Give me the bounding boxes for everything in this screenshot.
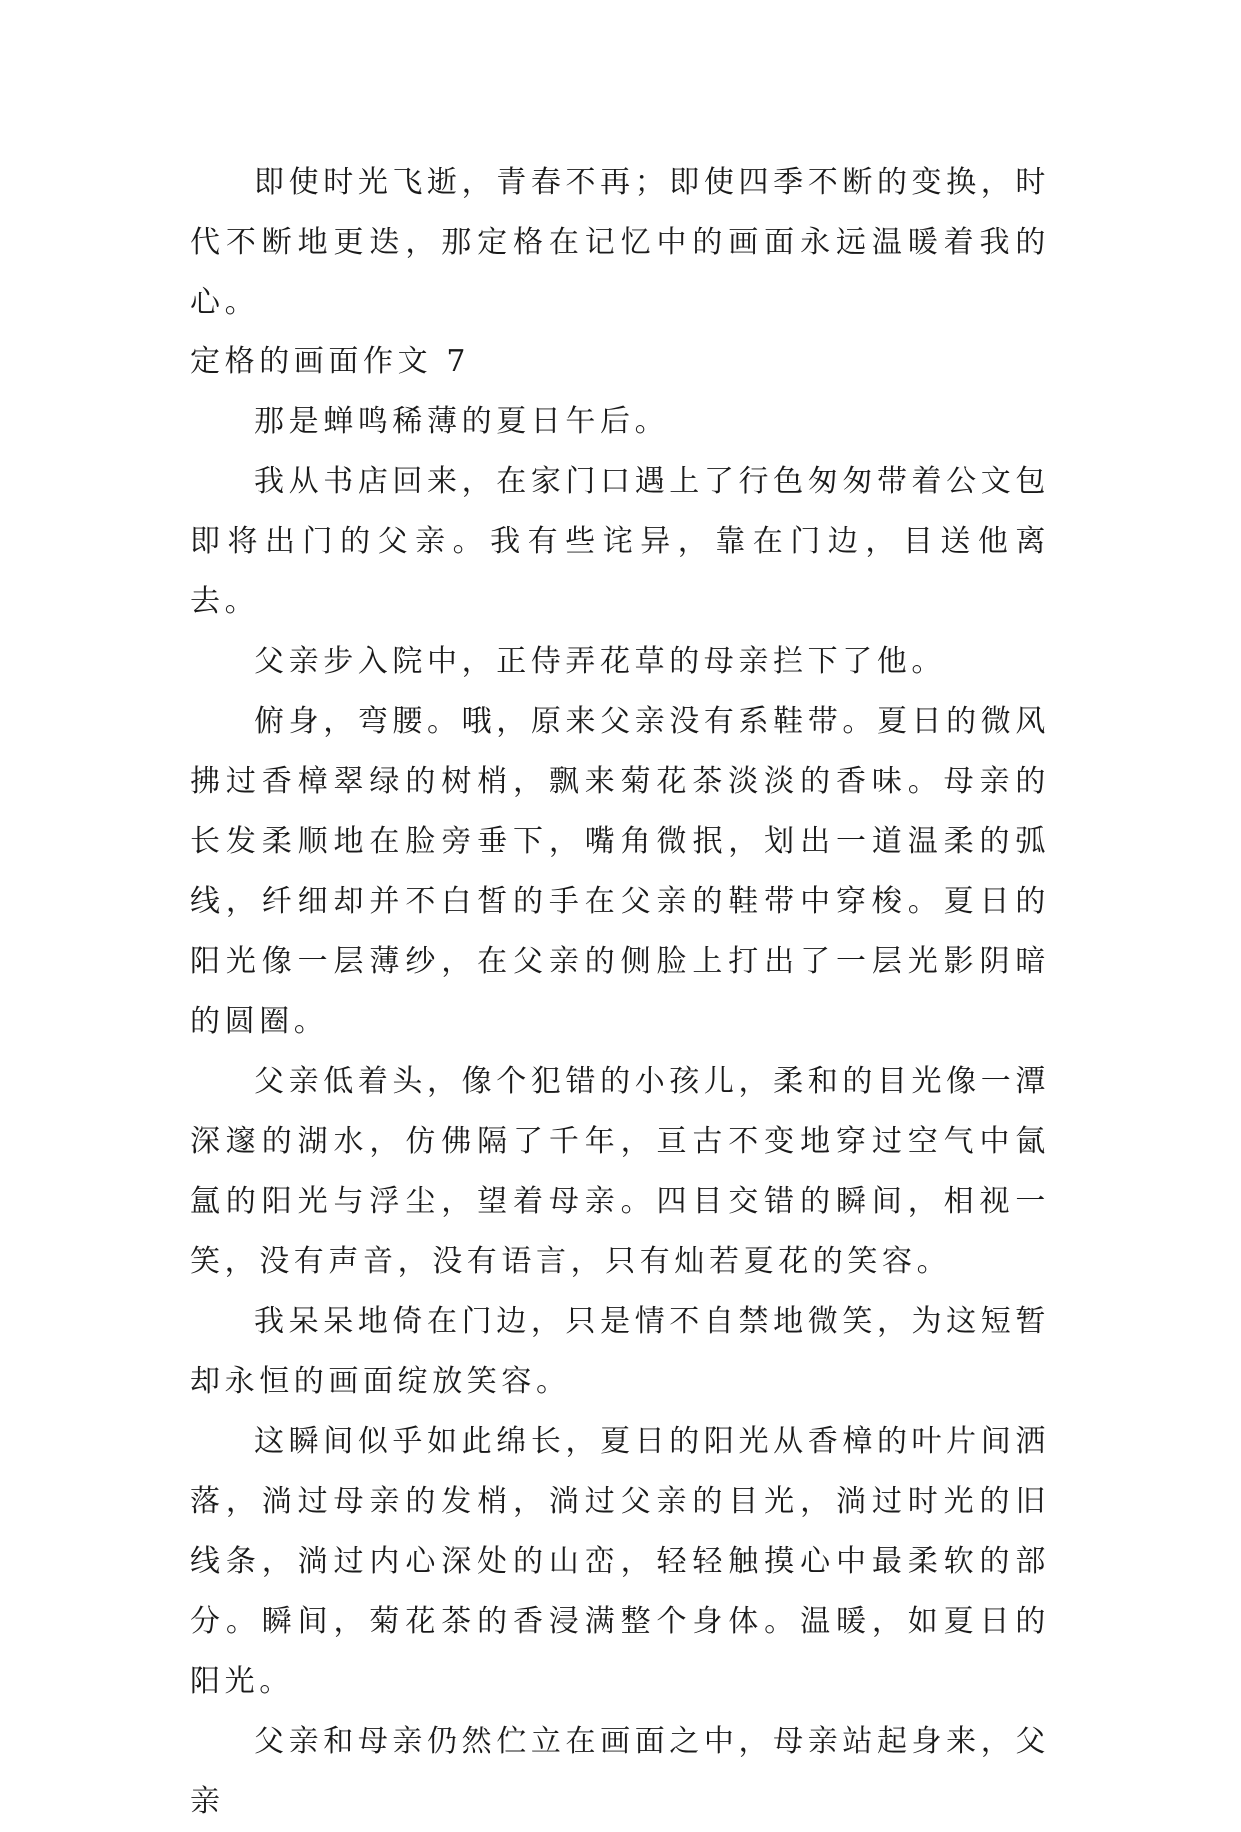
paragraph: 这瞬间似乎如此绵长，夏日的阳光从香樟的叶片间洒落，淌过母亲的发梢，淌过父亲的目光，淌过时光的旧线条，淌过内心深处的山峦，轻轻触摸心中最柔软的部分。瞬间，菊花茶的香浸满整个身体。温暖，如夏日的阳光。 (190, 1424, 1050, 1699)
paragraph: 父亲低着头，像个犯错的小孩儿，柔和的目光像一潭深邃的湖水，仿佛隔了千年，亘古不变地穿过空气中氤氲的阳光与浮尘，望着母亲。四目交错的瞬间，相视一笑，没有声音，没有语言，只有灿若夏花的笑容。 (190, 1064, 1050, 1279)
paragraph: 那是蝉鸣稀薄的夏日午后。 (254, 404, 670, 439)
paragraph: 即使时光飞逝，青春不再；即使四季不断的变换，时代不断地更迭，那定格在记忆中的画面永远温暖着我的心。 (190, 165, 1050, 320)
paragraph: 我呆呆地倚在门边，只是情不自禁地微笑，为这短暂却永恒的画面绽放笑容。 (190, 1304, 1050, 1399)
paragraph: 父亲步入院中，正侍弄花草的母亲拦下了他。 (254, 644, 946, 679)
paragraph: 父亲和母亲仍然伫立在画面之中，母亲站起身来，父亲 (190, 1724, 1050, 1819)
section-text-block (190, 332, 1050, 1832)
intro-text-block (190, 153, 1050, 333)
paragraph: 俯身，弯腰。哦，原来父亲没有系鞋带。夏日的微风拂过香樟翠绿的树梢，飘来菊花茶淡淡的香味。母亲的长发柔顺地在脸旁垂下，嘴角微抿，划出一道温柔的弧线，纤细却并不白皙的手在父亲的鞋带中穿梭。夏日的阳光像一层薄纱，在父亲的侧脸上打出了一层光影阴暗的圆圈。 (190, 704, 1050, 1039)
paragraph: 我从书店回来，在家门口遇上了行色匆匆带着公文包即将出门的父亲。我有些诧异，靠在门边，目送他离去。 (190, 464, 1050, 619)
section-title: 定格的画面作文 7 (190, 344, 471, 379)
